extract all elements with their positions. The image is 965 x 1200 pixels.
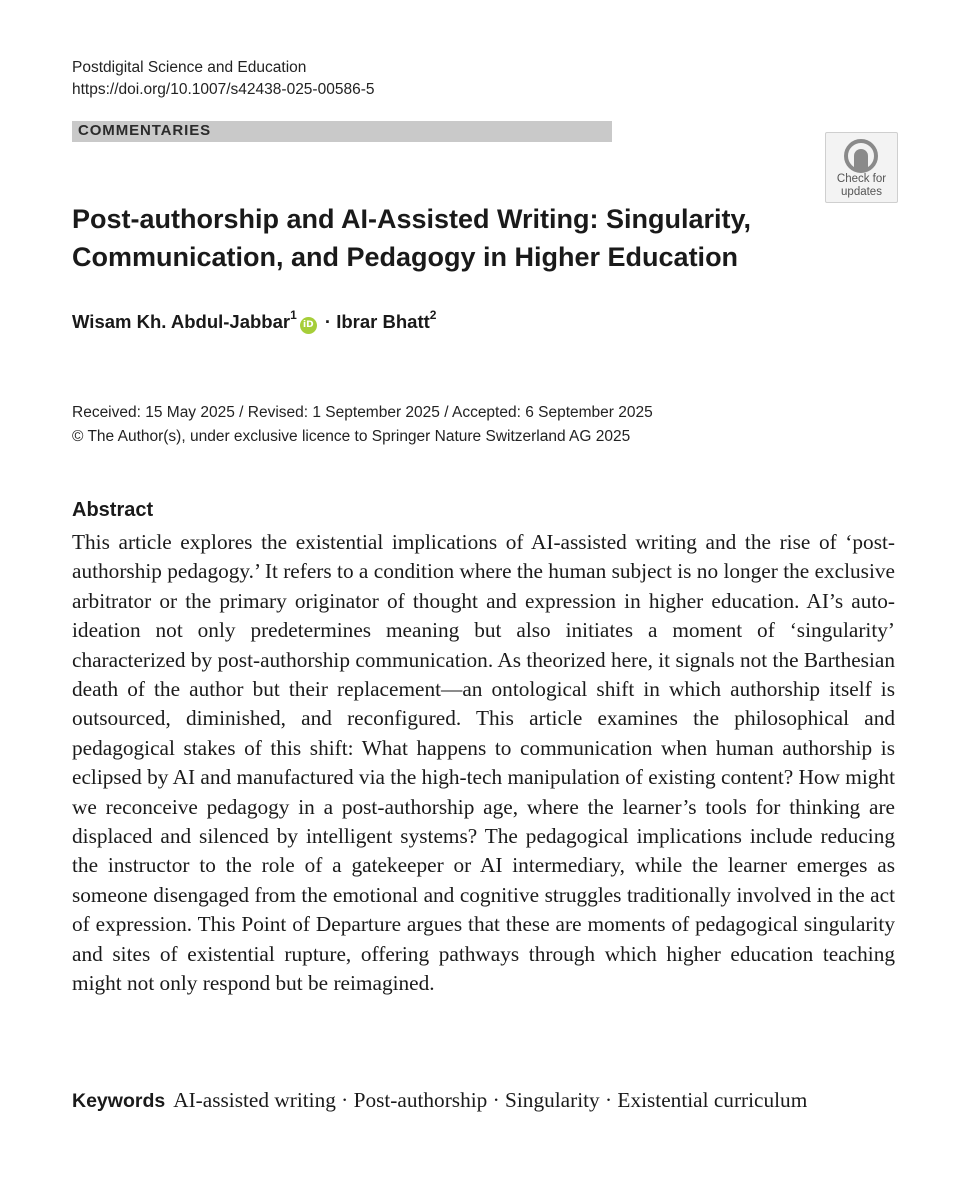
- copyright-notice: © The Author(s), under exclusive licence to Springer Nature Switzerland AG 2025: [72, 428, 631, 445]
- journal-name: Postdigital Science and Education: [72, 59, 307, 76]
- author-list: [72, 310, 436, 334]
- check-updates-icon: [843, 139, 879, 173]
- check-for-updates-badge[interactable]: [825, 132, 898, 203]
- check-updates-line1: Check for: [836, 173, 887, 185]
- affiliation-marker: 1: [290, 308, 297, 322]
- check-updates-line2: updates: [841, 186, 882, 198]
- abstract-text: This article explores the existential implications of AI-assisted writing and the rise of ‘post-authorship pedagogy.’ It refers to a condition where the human subject is no longer the exclusive arbitrator or the primary originator of thought and expression in higher education. AI’s auto-ideation not only predetermines meaning but also initiates a moment of ‘singularity’ characterized by post-authorship communication. As theorized here, it signals not the Barthesian death of the author but their replacement—an ontological shift in which authorship itself is outsourced, diminished, and reconfigured. This article examines the philosophical and pedagogical stakes of this shift: What happens to communication when human authorship is eclipsed by AI and manufactured via the high-tech manipulation of existing content? How might we reconceive pedagogy in a post-authorship age, where the learner’s tools for thinking are displaced and silenced by intelligent systems? The pedagogical implications include reducing the instructor to the role of a gatekeeper or AI intermediary, while the learner emerges as someone disengaged from the emotional and cognitive struggles traditionally involved in the act of expression. This Point of Departure argues that these are moments of pedagogical singularity and sites of existential rupture, offering pathways through which higher education teaching might not only respond but be reimagined.: [72, 530, 895, 996]
- keywords-list: AI-assisted writing · Post-authorship · Singularity · Existential curriculum: [173, 1088, 808, 1112]
- author-name[interactable]: Wisam Kh. Abdul-Jabbar: [72, 311, 291, 333]
- author-separator: ·: [319, 311, 337, 333]
- article-title: Post-authorship and AI-Assisted Writing: Singularity, Communication, and Pedagogy in Higher Education: [72, 204, 752, 272]
- keywords-label: Keywords: [72, 1090, 166, 1112]
- author-name[interactable]: Ibrar Bhatt: [336, 311, 430, 333]
- doi-link[interactable]: https://doi.org/10.1007/s42438-025-00586-5: [72, 81, 375, 98]
- section-band: [72, 121, 612, 142]
- abstract-heading: Abstract: [72, 499, 154, 521]
- keywords-section: [72, 1086, 895, 1116]
- journal-header: [72, 57, 374, 101]
- history-dates: Received: 15 May 2025 / Revised: 1 September 2025 / Accepted: 6 September 2025: [72, 404, 653, 421]
- orcid-icon[interactable]: iD: [300, 317, 317, 334]
- publication-dates: [72, 401, 653, 449]
- section-label: COMMENTARIES: [78, 122, 212, 139]
- affiliation-marker: 2: [429, 308, 437, 322]
- check-updates-label: [826, 173, 897, 199]
